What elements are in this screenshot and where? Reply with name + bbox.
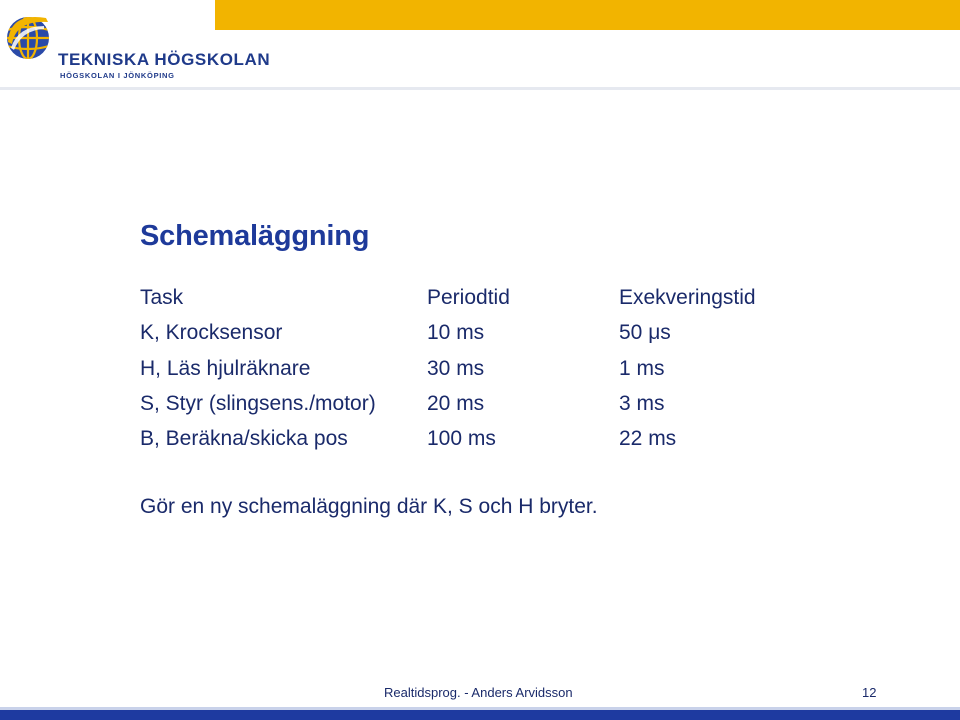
period-cell: 20 ms	[427, 392, 485, 415]
task-cell: S, Styr (slingsens./motor)	[140, 392, 376, 415]
period-cell: 30 ms	[427, 357, 485, 380]
table-row	[140, 357, 840, 391]
table-row	[140, 427, 840, 461]
university-logo	[6, 8, 271, 80]
header-divider	[0, 87, 960, 90]
footer-text: Realtidsprog. - Anders Arvidsson	[384, 685, 573, 700]
header-cell-exec: Exekveringstid	[619, 286, 756, 309]
table-row	[140, 321, 840, 355]
logo-wordmark: TEKNISKA HÖGSKOLAN	[58, 50, 271, 69]
page-number: 12	[862, 685, 877, 700]
table-header-row	[140, 286, 840, 320]
exec-cell: 3 ms	[619, 392, 665, 415]
task-cell: B, Beräkna/skicka pos	[140, 427, 348, 450]
header-accent-band	[215, 0, 960, 30]
header-cell-period: Periodtid	[427, 286, 510, 309]
period-cell: 10 ms	[427, 321, 485, 344]
header-cell-task: Task	[140, 286, 184, 309]
footer-bar	[0, 710, 960, 720]
slide-title: Schemaläggning	[140, 220, 370, 252]
period-cell: 100 ms	[427, 427, 496, 450]
exec-cell: 22 ms	[619, 427, 677, 450]
logo-subtitle: HÖGSKOLAN I JÖNKÖPING	[60, 71, 175, 80]
task-cell: K, Krocksensor	[140, 321, 283, 344]
header-accent-stripe	[215, 30, 960, 34]
assignment-note: Gör en ny schemaläggning där K, S och H bryter.	[140, 495, 598, 518]
table-row	[140, 392, 840, 426]
exec-cell: 1 ms	[619, 357, 665, 380]
exec-cell: 50 μs	[619, 321, 671, 344]
task-cell: H, Läs hjulräknare	[140, 357, 311, 380]
